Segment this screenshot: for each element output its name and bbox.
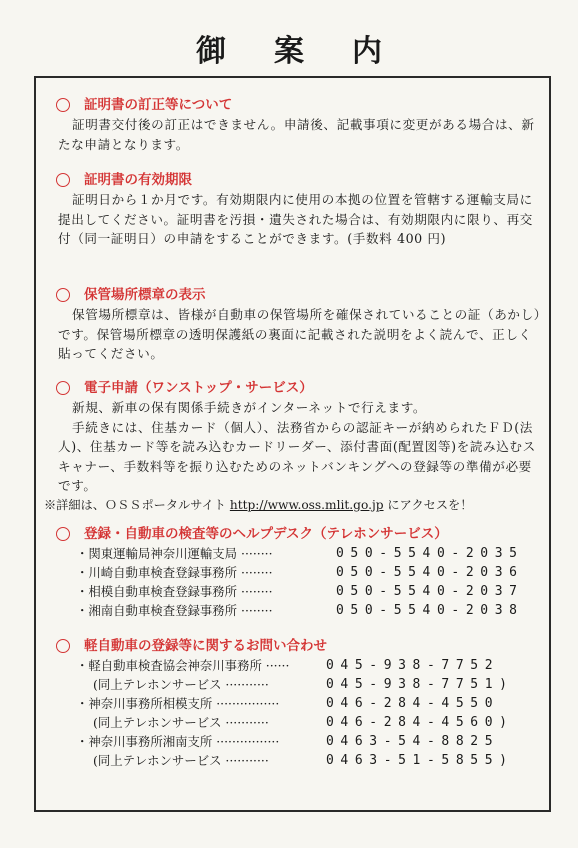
section-heading: 軽自動車の登録等に関するお問い合わせ bbox=[36, 636, 553, 656]
phone-number: 050-5540-2037 bbox=[336, 584, 524, 599]
contact-row: (同上テレホンサービス ··········· 045-938-7751) bbox=[93, 677, 514, 692]
page-title: 御案内 bbox=[196, 34, 430, 69]
phone-number: 0463-54-8825 bbox=[326, 734, 500, 749]
section-heading: 電子申請（ワンストップ・サービス） bbox=[36, 378, 553, 398]
section-parking-label bbox=[36, 285, 553, 364]
circle-bullet-icon bbox=[56, 98, 70, 112]
oss-portal-link[interactable]: http://www.oss.mlit.go.jp bbox=[229, 497, 384, 512]
phone-number: 050-5540-2036 bbox=[336, 565, 524, 580]
contact-row: ・相模自動車検査登録事務所 ········ 050-5540-2037 bbox=[76, 584, 524, 599]
contact-row: ・神奈川事務所湘南支所 ················ 0463-54-8825 bbox=[76, 734, 500, 749]
section-paragraph: 証明書交付後の訂正はできません。申請後、記載事項に変更がある場合は、新たな申請となります。 bbox=[58, 117, 535, 152]
contact-row: ・湘南自動車検査登録事務所 ········ 050-5540-2038 bbox=[76, 603, 524, 618]
section-heading: 保管場所標章の表示 bbox=[36, 285, 553, 305]
phone-number: 046-284-4550 bbox=[326, 696, 500, 711]
section-paragraph: 保管場所標章は、皆様が自動車の保管場所を確保されていることの証（あかし）です。保管場所標章の透明保護紙の裏面に記載された説明をよく読んで、正しく貼ってください。 bbox=[58, 307, 541, 361]
phone-number: 045-938-7752 bbox=[326, 658, 500, 673]
contact-row: ・関東運輸局神奈川運輸支局 ········ 050-5540-2035 bbox=[76, 546, 524, 561]
phone-number: 046-284-4560) bbox=[326, 715, 514, 730]
section-heading: 証明書の訂正等について bbox=[36, 95, 553, 115]
oss-note: ※詳細は、ＯＳＳポータルサイト http://www.oss.mlit.go.jp にアクセスを！ bbox=[44, 497, 473, 512]
section-help-desk bbox=[36, 524, 553, 620]
phone-number: 050-5540-2035 bbox=[336, 546, 524, 561]
contact-row: ・神奈川事務所相模支所 ················ 046-284-4550 bbox=[76, 696, 500, 711]
contact-row: (同上テレホンサービス ··········· 0463-51-5855) bbox=[93, 753, 514, 768]
section-heading: 証明書の有効期限 bbox=[36, 170, 553, 190]
circle-bullet-icon bbox=[56, 527, 70, 541]
section-paragraph: 新規、新車の保有関係手続きがインターネットで行えます。 bbox=[72, 400, 427, 415]
contact-row: ・軽自動車検査協会神奈川事務所 ······ 045-938-7752 bbox=[76, 658, 500, 673]
phone-number: 045-938-7751) bbox=[326, 677, 514, 692]
section-certificate-validity bbox=[36, 170, 553, 249]
circle-bullet-icon bbox=[56, 173, 70, 187]
contact-row: ・川崎自動車検査登録事務所 ········ 050-5540-2036 bbox=[76, 565, 524, 580]
section-certificate-correction bbox=[36, 95, 553, 154]
section-paragraph: 証明日から１か月です。有効期限内に使用の本拠の位置を管轄する運輸支局に提出してください。証明書を汚損・遺失された場合は、有効期限内に限り、再交付（同一証明日）の申請をすることができます。(手数料 400 円) bbox=[58, 192, 533, 246]
circle-bullet-icon bbox=[56, 288, 70, 302]
section-kei-vehicle-inquiries bbox=[36, 636, 553, 770]
section-paragraph: 手続きには、住基カード（個人）、法務省からの認証キーが納められたＦＤ(法人)、住基カード等を読み込むカードリーダー、添付書面(配置図等)を読み込むスキャナー、手数料等を振り込むためのネットバンキングへの登録等の準備が必要です。 bbox=[58, 419, 536, 493]
phone-number: 0463-51-5855) bbox=[326, 753, 514, 768]
circle-bullet-icon bbox=[56, 639, 70, 653]
phone-number: 050-5540-2038 bbox=[336, 603, 524, 618]
contact-row: (同上テレホンサービス ··········· 046-284-4560) bbox=[93, 715, 514, 730]
notice-frame bbox=[34, 76, 551, 812]
section-heading: 登録・自動車の検査等のヘルプデスク（テレホンサービス） bbox=[36, 524, 553, 544]
section-electronic-application bbox=[36, 378, 553, 515]
circle-bullet-icon bbox=[56, 381, 70, 395]
